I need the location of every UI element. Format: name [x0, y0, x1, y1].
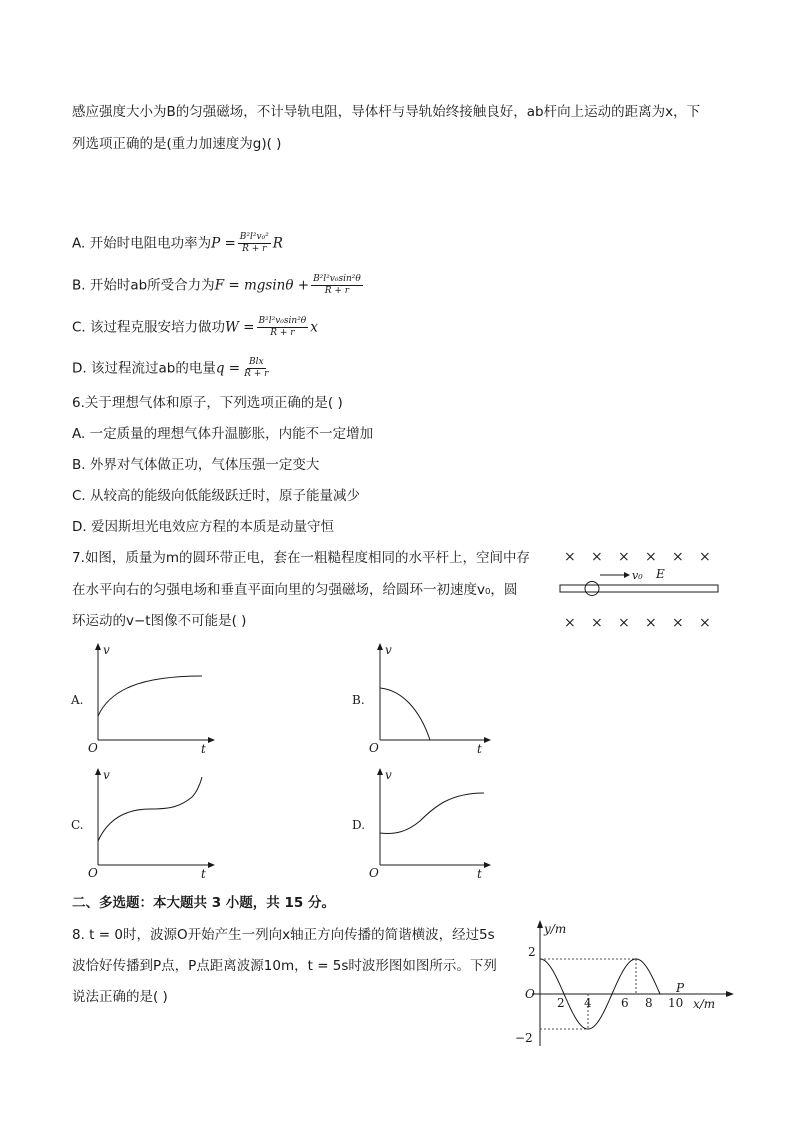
t-axis-label: t [201, 867, 206, 880]
q7-stem-line1: 7.如图，质量为m的圆环带正电，套在一粗糙程度相同的水平杆上，空间中存 [72, 550, 531, 566]
point-p-label: P [676, 981, 685, 995]
option-a-label: A. 开始时电阻电功率为 [72, 235, 212, 252]
option-a-fraction [238, 232, 271, 255]
graph-c-label: C. [71, 818, 84, 832]
option-d-fraction [242, 357, 270, 380]
origin-label: O [88, 866, 98, 880]
y-tick-label-2: 2 [528, 945, 536, 959]
x-axis-arrowhead [726, 991, 734, 997]
cross-mark: × [618, 549, 630, 565]
q6-stem: 6.关于理想气体和原子，下列选项正确的是( ) [72, 395, 343, 411]
x-tick-label-2: 2 [557, 996, 565, 1010]
option-b-label: B. 开始时ab所受合力为 [72, 277, 215, 294]
x-tick-label-8: 8 [645, 996, 653, 1010]
e-field-label: E [656, 567, 665, 581]
v-axis-label: v [103, 768, 110, 782]
q6-option-a[interactable]: A. 一定质量的理想气体升温膨胀，内能不一定增加 [72, 426, 374, 442]
fraction-denominator: R + r [244, 369, 269, 379]
x-tick-label-10: 10 [668, 996, 684, 1010]
q6-option-c[interactable]: C. 从较高的能级向低能级跃迁时，原子能量减少 [72, 488, 361, 504]
graph-b-label: B. [352, 693, 365, 707]
q5-stem-line2: 列选项正确的是(重力加速度为g)( ) [72, 136, 282, 152]
fraction-numerator: B²l²v₀sin²θ [313, 274, 361, 284]
x-tick-labels [557, 996, 683, 1010]
q6-option-b[interactable]: B. 外界对气体做正功，气体压强一定变大 [72, 457, 320, 473]
t-axis-arrowhead [484, 862, 491, 868]
cross-mark: × [591, 549, 603, 565]
x-axis-label: x/m [693, 997, 716, 1011]
q7-stem-line2: 在水平向右的匀强电场和垂直平面向里的匀强磁场，给圆环一初速度v₀，圆 [72, 582, 518, 598]
origin-label: O [525, 987, 535, 1001]
q7-stem-line3: 环运动的v−t图像不可能是( ) [72, 613, 247, 629]
q8-stem-line1: 8. t = 0时，波源O开始产生一列向x轴正方向传播的简谐横波，经过5s [72, 927, 495, 943]
x-tick-label-6: 6 [621, 996, 629, 1010]
option-b-lhs: F = mgsinθ + [214, 277, 310, 294]
q5-option-c[interactable] [72, 316, 318, 339]
graph-d-label: D. [352, 818, 366, 832]
v-t-curve [98, 777, 202, 841]
t-axis-label: t [477, 742, 482, 755]
fraction-denominator: R + r [242, 244, 267, 254]
x-tick-label-4: 4 [584, 996, 592, 1010]
option-b-fraction [311, 274, 363, 297]
y-tick-label-neg2: −2 [515, 1031, 533, 1045]
q7-ring-rod-figure [552, 545, 728, 637]
q5-stem-line1: 感应强度大小为B的匀强磁场，不计导轨电阻，导体杆与导轨始终接触良好，ab杆向上运动的距离为x，下 [72, 104, 701, 120]
t-axis-arrowhead [208, 862, 215, 868]
v-axis-arrowhead [95, 643, 101, 650]
v-t-curve [380, 688, 430, 740]
option-c-lhs: W = [225, 319, 255, 336]
v-t-curve [380, 793, 484, 834]
fraction-denominator: R + r [324, 286, 350, 296]
v-axis-arrowhead [377, 643, 383, 650]
cross-mark: × [699, 615, 711, 631]
origin-label: O [369, 866, 379, 880]
v-axis-arrowhead [377, 768, 383, 775]
y-axis-label: y/m [544, 922, 567, 936]
fraction-numerator: B²l²v₀² [239, 232, 269, 242]
q7-graph-b[interactable] [350, 640, 500, 755]
cross-mark: × [645, 615, 657, 631]
origin-label: O [369, 741, 379, 755]
cross-mark: × [564, 549, 576, 565]
cross-mark: × [645, 549, 657, 565]
t-axis-label: t [201, 742, 206, 755]
magnetic-field-crosses-top [564, 549, 711, 565]
velocity-arrowhead [624, 572, 630, 578]
t-axis-label: t [477, 867, 482, 880]
v-axis-arrowhead [95, 768, 101, 775]
option-c-fraction [257, 316, 309, 339]
q7-graph-c[interactable] [70, 765, 220, 880]
q8-stem-line2: 波恰好传播到P点，P点距离波源10m，t = 5s时波形图如图所示。下列 [72, 958, 497, 974]
q5-option-a[interactable] [72, 232, 283, 255]
fraction-numerator: Blx [248, 357, 264, 367]
q7-graph-a[interactable] [70, 640, 220, 755]
origin-label: O [88, 741, 98, 755]
q8-wave-graph [510, 918, 740, 1050]
option-a-tail: R [272, 235, 283, 252]
section-heading-multiple-choice: 二、多选题：本大题共 3 小题，共 15 分。 [72, 895, 335, 911]
option-a-lhs: P = [211, 235, 236, 252]
cross-mark: × [699, 549, 711, 565]
v-axis-label: v [385, 643, 392, 657]
fraction-numerator: B²l²v₀sin²θ [258, 316, 307, 326]
v0-label: v₀ [632, 569, 643, 582]
magnetic-field-crosses-bottom [564, 615, 711, 631]
t-axis-arrowhead [484, 737, 491, 743]
q5-option-d[interactable] [72, 357, 272, 380]
cross-mark: × [618, 615, 630, 631]
q7-graph-d[interactable] [350, 765, 500, 880]
cross-mark: × [672, 549, 684, 565]
fraction-denominator: R + r [270, 328, 295, 338]
charged-ring [585, 582, 599, 596]
cross-mark: × [564, 615, 576, 631]
q6-option-d[interactable]: D. 爱因斯坦光电效应方程的本质是动量守恒 [72, 519, 334, 535]
y-axis-arrowhead [537, 920, 543, 928]
cross-mark: × [591, 615, 603, 631]
graph-a-label: A. [71, 693, 84, 707]
horizontal-rod [560, 585, 718, 592]
option-d-lhs: q = [215, 360, 241, 377]
v-axis-label: v [103, 643, 110, 657]
v-axis-label: v [385, 768, 392, 782]
option-d-label: D. 该过程流过ab的电量 [72, 360, 216, 377]
cross-mark: × [672, 615, 684, 631]
t-axis-arrowhead [208, 737, 215, 743]
q8-stem-line3: 说法正确的是( ) [72, 989, 168, 1005]
v-t-curve [98, 676, 202, 716]
option-c-label: C. 该过程克服安培力做功 [72, 319, 226, 336]
q5-option-b[interactable] [72, 274, 365, 297]
option-c-tail: x [310, 319, 318, 336]
